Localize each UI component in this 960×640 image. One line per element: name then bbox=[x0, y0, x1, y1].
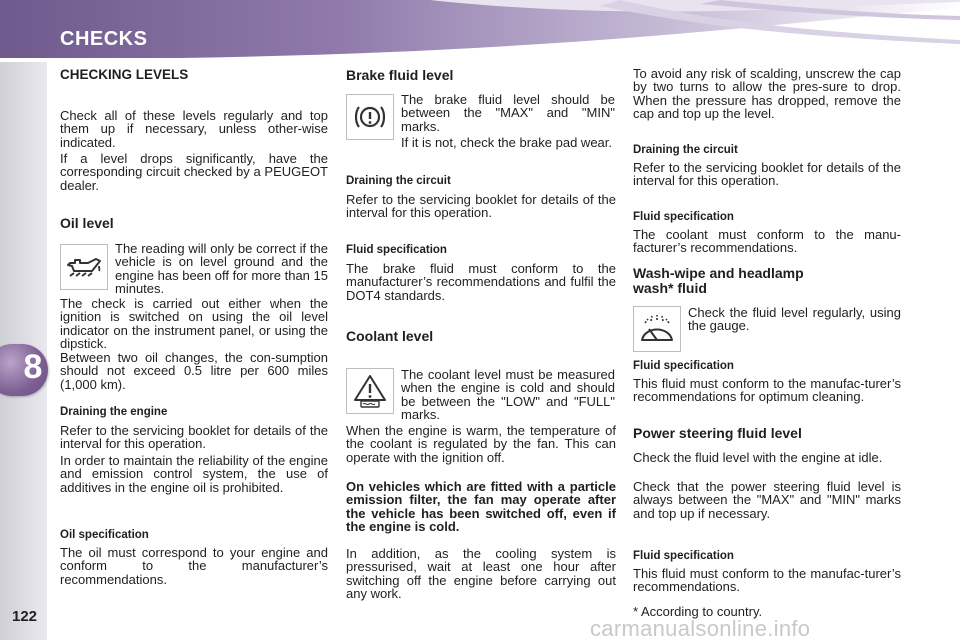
draining-engine-paragraph-1: Refer to the servicing booklet for details of the interval for this operation. bbox=[60, 423, 328, 452]
wash-wipe-heading-line-2: wash* fluid bbox=[633, 280, 707, 296]
wash-wipe-heading-line-1: Wash-wipe and headlamp bbox=[633, 265, 804, 281]
coolant-warning-icon bbox=[353, 374, 387, 408]
coolant-spec-heading: Fluid specification bbox=[633, 211, 734, 223]
brake-fluid-heading: Brake fluid level bbox=[346, 67, 454, 83]
brake-warning-icon bbox=[353, 102, 387, 132]
coolant-level-heading: Coolant level bbox=[346, 328, 434, 344]
draining-engine-heading: Draining the engine bbox=[60, 406, 168, 418]
brake-draining-heading: Draining the circuit bbox=[346, 175, 451, 187]
brake-paragraph-2: If it is not, check the brake pad wear. bbox=[401, 135, 613, 150]
checking-levels-heading: CHECKING LEVELS bbox=[60, 67, 189, 82]
washer-fluid-icon bbox=[639, 314, 675, 344]
steering-spec-heading: Fluid specification bbox=[633, 550, 734, 562]
brake-icon-box bbox=[346, 94, 394, 140]
coolant-icon-box bbox=[346, 368, 394, 414]
oil-specification-heading: Oil specification bbox=[60, 529, 149, 541]
coolant-draining-paragraph: Refer to the servicing booklet for details of the interval for this operation. bbox=[633, 160, 901, 189]
oil-note: The reading will only be correct if the vehicle is on level ground and the engine has been off for more than 15 minutes. bbox=[115, 241, 328, 297]
chapter-number: 8 bbox=[23, 348, 43, 386]
oil-paragraph-2: Between two oil changes, the con-sumption should not exceed 0.5 litre per 600 miles (1,000 km). bbox=[60, 350, 328, 392]
washer-spec-paragraph: This fluid must conform to the manufac-turer’s recommendations for optimum cleaning. bbox=[633, 376, 901, 405]
coolant-spec-paragraph: The coolant must conform to the manu-facturer’s recommendations. bbox=[633, 227, 901, 256]
washer-spec-heading: Fluid specification bbox=[633, 360, 734, 372]
power-steering-heading: Power steering fluid level bbox=[633, 425, 802, 441]
oil-specification-paragraph: The oil must correspond to your engine and conform to the manufacturer’s recommendations. bbox=[60, 545, 328, 587]
wash-note: Check the fluid level regularly, using the gauge. bbox=[688, 305, 901, 334]
page-title: CHECKS bbox=[60, 28, 148, 50]
intro-paragraph-1: Check all of these levels regularly and top them up if necessary, unless other-wise indicated. bbox=[60, 108, 328, 150]
page-number: 122 bbox=[12, 608, 38, 625]
header-band bbox=[0, 0, 960, 62]
power-steering-paragraph-1: Check the fluid level with the engine at idle. bbox=[633, 450, 883, 465]
brake-draining-paragraph: Refer to the servicing booklet for details of the interval for this operation. bbox=[346, 192, 616, 221]
coolant-draining-heading: Draining the circuit bbox=[633, 144, 738, 156]
brake-paragraph-1: The brake fluid level should be between the "MAX" and "MIN" marks. bbox=[401, 92, 615, 134]
washer-icon-box bbox=[633, 306, 681, 352]
oil-level-heading: Oil level bbox=[60, 215, 114, 231]
intro-paragraph-2: If a level drops significantly, have the corresponding circuit checked by a PEUGEOT dealer. bbox=[60, 151, 328, 193]
country-footnote: * According to country. bbox=[633, 604, 763, 619]
oil-paragraph-1: The check is carried out either when the ignition is switched on using the oil level indicator on the instrument panel, or using the dipstick. bbox=[60, 296, 328, 352]
coolant-paragraph-1: The coolant level must be measured when the engine is cold and should be between the "LOW" and "FULL" marks. bbox=[401, 367, 615, 423]
coolant-paragraph-3: In addition, as the cooling system is pressurised, wait at least one hour after switching off the engine before carrying out any work. bbox=[346, 546, 616, 602]
oil-icon-box bbox=[60, 244, 108, 290]
oil-can-icon bbox=[66, 254, 102, 280]
coolant-warning-bold: On vehicles which are fitted with a particle emission filter, the fan may operate after the vehicle has been switched off, even if the engine is cold. bbox=[346, 479, 616, 535]
coolant-paragraph-2: When the engine is warm, the temperature of the coolant is regulated by the fan. This can operate with the ignition off. bbox=[346, 423, 616, 465]
watermark-text: carmanualsonline.info bbox=[590, 616, 811, 640]
steering-spec-paragraph: This fluid must conform to the manufac-turer’s recommendations. bbox=[633, 566, 901, 595]
power-steering-paragraph-2: Check that the power steering fluid level is always between the "MAX" and "MIN" marks and top up if necessary. bbox=[633, 479, 901, 521]
draining-engine-paragraph-2: In order to maintain the reliability of the engine and emission control system, the use of additives in the engine oil is prohibited. bbox=[60, 453, 328, 495]
brake-spec-paragraph: The brake fluid must conform to the manufacturer’s recommendations and fulfil the DOT4 standards. bbox=[346, 261, 616, 303]
scalding-paragraph: To avoid any risk of scalding, unscrew the cap by two turns to allow the pres-sure to drop. When the pressure has dropped, remove the cap and top up the level. bbox=[633, 66, 901, 122]
brake-spec-heading: Fluid specification bbox=[346, 244, 447, 256]
